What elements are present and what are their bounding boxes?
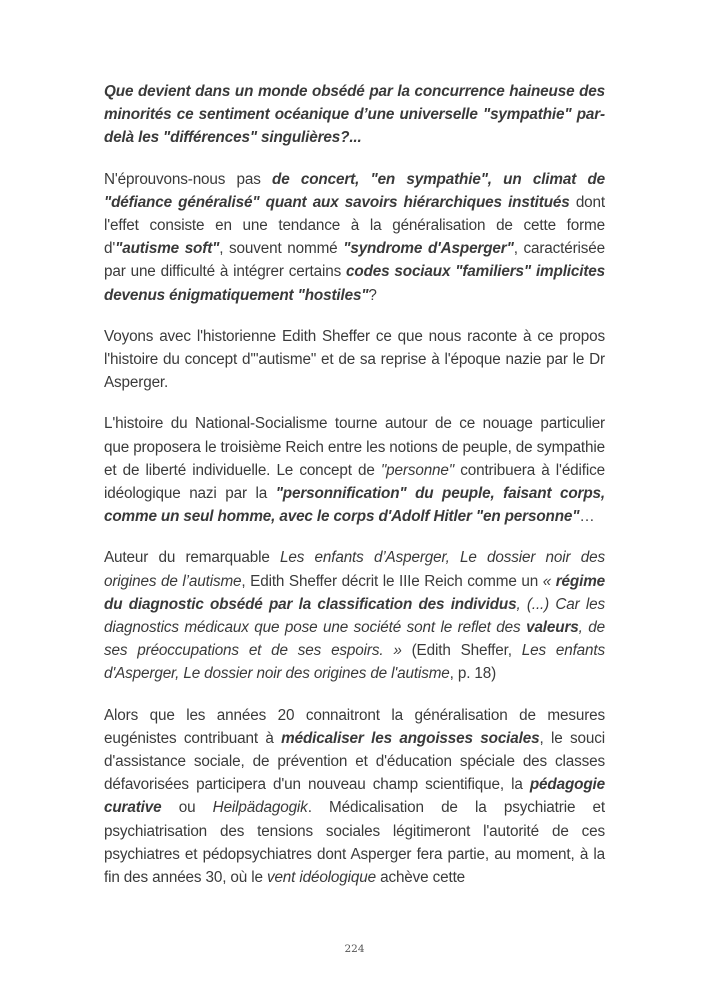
text-run: , (...) Car les diagnostics médicaux que pose une société sont le reflet des: [104, 595, 605, 637]
text-run: (Edith Sheffer,: [401, 642, 522, 660]
text-run: achève cette: [375, 869, 466, 887]
text-run: vent idéologique: [266, 869, 376, 887]
page-body: [104, 80, 605, 907]
paragraph-1: [104, 80, 605, 150]
text-run: N'éprouvons-nous pas: [104, 170, 273, 188]
paragraph-3: [104, 325, 605, 395]
text-run: de concert, "en sympathie", un climat de "défiance généralisé" quant aux savoirs hiérarchiques institués: [104, 170, 605, 211]
text-run: . Médicalisation de la psychiatrie et psychiatrisation des tensions sociales légitimeront l'autorité de ces psychiatres et pédopsychiatres dont Asperger fera partie, au moment, à la fin des années 30, où le: [104, 799, 606, 887]
text-run: médicaliser les angoisses sociales: [281, 729, 540, 747]
text-run: "personnification" du peuple, faisant corps, comme un seul homme, avec le corps d'Adolf Hitler "en personne": [104, 485, 605, 526]
paragraph-4: [104, 412, 605, 528]
text-run: codes sociaux "familiers" implicites devenus énigmatiquement "hostiles": [104, 263, 606, 304]
text-run: ou: [161, 799, 213, 817]
text-run: régime du diagnostic obsédé par la classification des individus: [104, 572, 605, 613]
text-run: «: [542, 572, 556, 590]
text-run: Que devient dans un monde obsédé par la concurrence haineuse des minorités ce sentiment océanique d’une universelle "sympathie" par-delà les "différences" singulières?...: [104, 83, 605, 147]
text-run: L'histoire du National-Socialisme tourne autour de ce nouage particulier que proposera le troisième Reich entre les notions de peuple, de sympathie et de liberté individuelle. Le concept de: [104, 415, 605, 479]
text-run: Auteur du remarquable: [104, 549, 281, 567]
text-run: Les enfants d’Asperger, Le dossier noir des origines de l’autisme: [104, 549, 605, 590]
text-run: , le souci d'assistance sociale, de prévention et d'éducation spéciale des classes défavorisées participera d'un nouveau champ scientifique, la: [104, 729, 605, 794]
text-run: Voyons avec l'historienne Edith Sheffer ce que nous raconte à ce propos l'histoire du concept d'"autisme" et de sa reprise à l'époque nazie par le Dr Asperger.: [104, 327, 605, 392]
text-run: , caractérisée par une difficulté à intégrer certains: [104, 240, 606, 281]
text-run: Les enfants d'Asperger, Le dossier noir des origines de l'autisme: [104, 642, 605, 683]
text-run: , Edith Sheffer décrit le IIIe Reich comme un: [241, 572, 543, 590]
text-run: …: [579, 508, 595, 526]
text-run: dont l'effet consiste en une tendance à la généralisation de cette forme d': [104, 193, 605, 258]
text-run: contribuera à l'édifice idéologique nazi par la: [104, 461, 605, 503]
text-run: valeurs: [526, 619, 579, 637]
text-run: , p. 18): [449, 665, 497, 683]
page-number: 224: [344, 943, 365, 955]
text-run: , souvent nommé: [219, 240, 344, 258]
text-run: ?: [368, 286, 377, 304]
text-run: , de ses préoccupations et de ses espoirs. »: [104, 619, 605, 660]
paragraph-5: [104, 546, 605, 685]
paragraph-2: [104, 168, 605, 307]
text-run: Alors que les années 20 connaitront la généralisation de mesures eugénistes contribuant à: [104, 706, 605, 747]
text-run: "personne": [380, 461, 455, 479]
text-run: "autisme soft": [115, 240, 220, 258]
text-run: pédagogie curative: [104, 776, 605, 817]
paragraph-6: [104, 704, 605, 890]
text-run: "syndrome d'Asperger": [343, 240, 514, 258]
text-run: Heilpädagogik: [212, 799, 308, 817]
